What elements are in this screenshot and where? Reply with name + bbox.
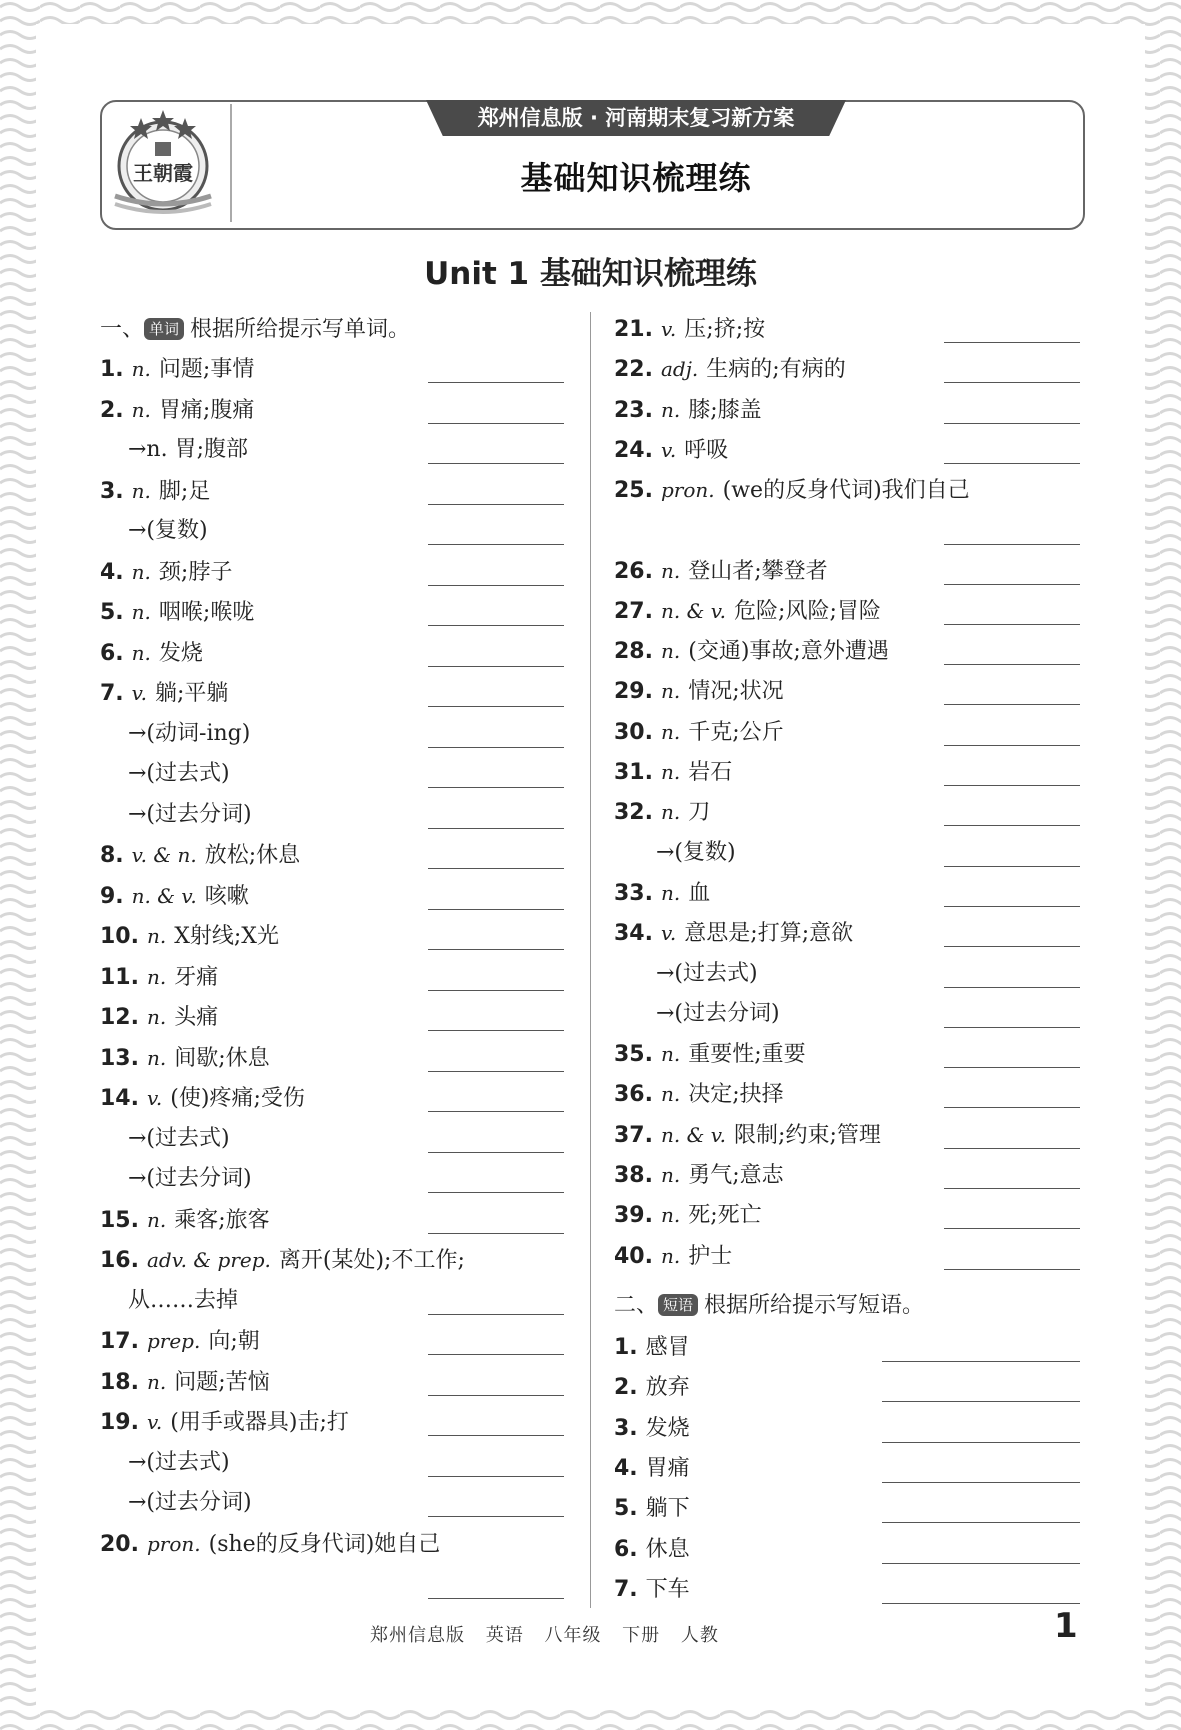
item-hint: →(复数): [656, 839, 736, 865]
phrase-hint: 休息: [645, 1536, 690, 1562]
item-hint: →(过去式): [656, 960, 758, 986]
section2-prefix: 二、: [614, 1293, 659, 1318]
item-hint: →n. 胃;腹部: [128, 437, 249, 462]
item-row: [100, 673, 228, 713]
answer-blank[interactable]: [944, 382, 1080, 383]
section2-instruction: 根据所给提示写短语。: [704, 1293, 925, 1318]
item-number: 5.: [100, 600, 124, 625]
part-of-speech: n.: [660, 1163, 681, 1187]
item-hint: 从……去掉: [128, 1287, 239, 1313]
item-hint: →(过去分词): [128, 1490, 252, 1515]
item-number: 20.: [100, 1531, 139, 1557]
section2-heading: [614, 1288, 924, 1324]
item-hint: 岩石: [688, 760, 733, 785]
item-row: [100, 835, 300, 875]
item-row: [100, 592, 254, 632]
answer-blank[interactable]: [944, 544, 1080, 545]
item-row: [614, 913, 853, 953]
part-of-speech: pron.: [146, 1531, 201, 1556]
item-hint: →(动词-ing): [128, 720, 251, 746]
phrase-number: 2.: [614, 1375, 638, 1401]
item-hint: 决定;抉择: [688, 1082, 784, 1108]
part-of-speech: pron.: [660, 478, 715, 503]
phrase-row: [614, 1530, 690, 1570]
item-row: [100, 1402, 349, 1442]
part-of-speech: n.: [660, 679, 681, 704]
item-row: [128, 714, 250, 754]
item-row: [100, 633, 203, 673]
answer-blank[interactable]: [882, 1482, 1080, 1483]
answer-blank[interactable]: [428, 1233, 564, 1234]
item-row: [100, 1362, 270, 1402]
part-of-speech: v.: [146, 1410, 163, 1434]
phrase-hint: 放弃: [645, 1375, 690, 1401]
answer-blank[interactable]: [882, 1401, 1080, 1402]
answer-blank[interactable]: [944, 342, 1080, 343]
item-hint: →(过去分词): [128, 801, 252, 827]
item-hint: 重要性;重要: [688, 1042, 806, 1068]
item-number: 16.: [100, 1248, 139, 1273]
part-of-speech: n.: [146, 1369, 167, 1394]
item-hint: →(过去式): [128, 1449, 230, 1475]
item-hint: (交通)事故;意外遭遇: [688, 639, 889, 665]
item-hint: 勇气;意志: [688, 1163, 784, 1188]
item-hint: 牙痛: [174, 964, 219, 990]
item-row: [100, 1078, 305, 1118]
item-row: [100, 471, 210, 511]
part-of-speech: n. & v.: [660, 1122, 727, 1147]
item-row: [656, 994, 780, 1034]
item-number: 34.: [614, 921, 653, 947]
answer-blank[interactable]: [882, 1442, 1080, 1443]
answer-blank[interactable]: [428, 1395, 564, 1396]
item-number: 29.: [614, 679, 653, 705]
item-number: 35.: [614, 1042, 653, 1068]
phrase-row: [614, 1328, 690, 1368]
phrase-row: [614, 1570, 690, 1610]
item-hint: (we的反身代词)我们自己: [722, 478, 970, 504]
item-row: [614, 712, 784, 752]
part-of-speech: adv. & prep.: [146, 1248, 271, 1272]
phrase-row: [614, 1409, 690, 1449]
part-of-speech: v.: [660, 317, 677, 341]
item-number: 14.: [100, 1086, 139, 1111]
item-row: [100, 1524, 440, 1564]
item-hint: →(过去分词): [656, 1000, 780, 1026]
part-of-speech: n.: [660, 639, 681, 664]
part-of-speech: n.: [131, 600, 151, 624]
item-hint: 问题;苦恼: [174, 1369, 270, 1395]
item-hint: 问题;事情: [158, 357, 255, 382]
part-of-speech: n.: [146, 924, 167, 948]
answer-blank[interactable]: [944, 745, 1080, 746]
answer-blank[interactable]: [944, 463, 1080, 464]
part-of-speech: n. & v.: [660, 598, 727, 623]
answer-blank[interactable]: [428, 1030, 564, 1031]
item-row: [128, 430, 248, 470]
item-hint: 膝;膝盖: [688, 397, 762, 423]
item-number: 13.: [100, 1045, 139, 1071]
item-hint: 咳嗽: [204, 883, 249, 909]
item-row: [614, 792, 710, 832]
part-of-speech: v.: [660, 437, 677, 462]
item-hint: 躺;平躺: [154, 681, 229, 706]
part-of-speech: n.: [660, 760, 681, 784]
answer-blank[interactable]: [944, 906, 1080, 907]
item-row: [100, 349, 254, 389]
answer-blank[interactable]: [944, 1148, 1080, 1149]
item-hint: 脚;足: [158, 478, 211, 504]
item-number: 28.: [614, 639, 653, 665]
section1-instruction: 根据所给提示写单词。: [190, 317, 411, 342]
answer-blank[interactable]: [428, 1354, 564, 1355]
part-of-speech: n.: [146, 1045, 167, 1070]
answer-blank[interactable]: [944, 704, 1080, 705]
item-row: [614, 470, 970, 510]
item-row: [614, 591, 881, 631]
answer-blank[interactable]: [944, 1269, 1080, 1270]
part-of-speech: v.: [146, 1086, 163, 1110]
answer-blank[interactable]: [944, 1067, 1080, 1068]
item-hint: →(过去式): [128, 1125, 230, 1151]
section1-heading: [100, 312, 410, 348]
item-row: [100, 876, 249, 916]
phrase-number: 6.: [614, 1536, 638, 1562]
answer-blank[interactable]: [944, 1188, 1080, 1189]
item-row: [614, 349, 846, 389]
answer-blank[interactable]: [428, 666, 564, 667]
answer-blank[interactable]: [428, 1111, 564, 1112]
item-row: [614, 1034, 806, 1074]
answer-blank[interactable]: [428, 463, 564, 464]
phrase-hint: 感冒: [645, 1335, 690, 1360]
page-number: 1: [1054, 1606, 1078, 1646]
item-hint: 发烧: [158, 640, 203, 666]
item-number: 4.: [100, 559, 124, 585]
item-number: 17.: [100, 1329, 139, 1354]
answer-blank[interactable]: [428, 949, 564, 950]
item-number: 18.: [100, 1369, 139, 1395]
answer-blank[interactable]: [428, 585, 564, 586]
item-hint: →(过去分词): [128, 1166, 252, 1191]
answer-blank[interactable]: [428, 423, 564, 424]
phrase-row: [614, 1449, 690, 1489]
answer-blank[interactable]: [882, 1563, 1080, 1564]
item-number: 32.: [614, 800, 653, 826]
item-row: [128, 1443, 230, 1483]
answer-blank[interactable]: [428, 1192, 564, 1193]
part-of-speech: n.: [660, 719, 681, 744]
item-number: 3.: [100, 478, 124, 504]
item-number: 19.: [100, 1410, 139, 1435]
answer-blank[interactable]: [428, 1476, 564, 1477]
item-number: 15.: [100, 1207, 139, 1233]
item-hint: 刀: [688, 800, 711, 826]
part-of-speech: n.: [131, 397, 151, 422]
item-hint: →(复数): [128, 518, 208, 543]
svg-text:王朝霞: 王朝霞: [133, 161, 193, 185]
answer-blank[interactable]: [944, 866, 1080, 867]
item-row: [614, 551, 828, 591]
answer-blank[interactable]: [428, 706, 564, 707]
answer-blank[interactable]: [944, 825, 1080, 826]
part-of-speech: n.: [146, 964, 167, 989]
item-number: 26.: [614, 558, 653, 584]
item-number: 7.: [100, 681, 124, 706]
item-hint: (用手或器具)击;打: [170, 1410, 349, 1435]
phrase-row: [614, 1368, 690, 1408]
item-row: [614, 309, 765, 349]
part-of-speech: adj.: [660, 357, 699, 382]
part-of-speech: n.: [660, 1203, 681, 1228]
item-row: [128, 511, 208, 551]
item-hint: 登山者;攀登者: [688, 558, 828, 584]
item-row: [128, 1483, 252, 1523]
item-row: [614, 631, 889, 671]
answer-blank[interactable]: [882, 1603, 1080, 1604]
item-row: [128, 795, 252, 835]
answer-blank[interactable]: [428, 1435, 564, 1436]
part-of-speech: n. & v.: [131, 883, 197, 908]
answer-blank[interactable]: [944, 1228, 1080, 1229]
item-row: [100, 1038, 270, 1078]
item-number: 22.: [614, 357, 653, 383]
item-hint: 死;死亡: [688, 1203, 762, 1229]
part-of-speech: v. & n.: [131, 843, 197, 867]
item-hint: (she的反身代词)她自己: [208, 1531, 441, 1557]
item-number: 6.: [100, 640, 124, 666]
part-of-speech: n.: [131, 478, 151, 503]
section1-tag: 单词: [144, 318, 184, 340]
item-row: [100, 1200, 270, 1240]
item-row: [656, 833, 736, 873]
part-of-speech: n.: [131, 357, 151, 381]
phrase-hint: 发烧: [645, 1415, 690, 1441]
answer-blank[interactable]: [428, 504, 564, 505]
item-number: 10.: [100, 924, 139, 949]
item-hint: 意思是;打算;意欲: [684, 921, 854, 947]
item-row: [128, 1159, 252, 1199]
item-hint: 离开(某处);不工作;: [278, 1248, 465, 1273]
item-hint: (使)疼痛;受伤: [170, 1086, 305, 1111]
item-number: 31.: [614, 760, 653, 785]
item-row: [614, 1236, 732, 1276]
answer-blank[interactable]: [428, 828, 564, 829]
answer-blank[interactable]: [428, 1598, 564, 1599]
answer-blank[interactable]: [944, 664, 1080, 665]
header-banner: 郑州信息版 · 河南期末复习新方案: [477, 106, 795, 130]
answer-blank[interactable]: [428, 1152, 564, 1153]
item-row: [100, 1240, 465, 1280]
part-of-speech: n.: [660, 1042, 681, 1067]
item-number: 11.: [100, 964, 139, 990]
part-of-speech: n.: [660, 880, 681, 905]
phrase-hint: 躺下: [645, 1496, 690, 1522]
answer-blank[interactable]: [944, 1107, 1080, 1108]
part-of-speech: prep.: [146, 1329, 201, 1353]
item-number: 25.: [614, 478, 653, 504]
answer-blank[interactable]: [428, 625, 564, 626]
item-hint: 向;朝: [208, 1329, 260, 1354]
part-of-speech: n.: [146, 1005, 167, 1029]
answer-blank[interactable]: [944, 987, 1080, 988]
item-number: 37.: [614, 1122, 653, 1148]
part-of-speech: n.: [131, 559, 151, 584]
item-number: 33.: [614, 880, 653, 906]
item-row: [614, 1155, 784, 1195]
item-number: 1.: [100, 357, 124, 382]
item-number: 2.: [100, 397, 124, 423]
item-hint: 颈;脖子: [158, 559, 233, 585]
part-of-speech: n.: [660, 1082, 681, 1107]
item-hint: 头痛: [174, 1005, 219, 1030]
item-number: 39.: [614, 1203, 653, 1229]
item-hint: 呼吸: [684, 437, 729, 463]
answer-blank[interactable]: [428, 990, 564, 991]
item-row: [614, 1074, 784, 1114]
phrase-number: 7.: [614, 1576, 638, 1602]
item-number: 23.: [614, 397, 653, 423]
item-row: [656, 954, 758, 994]
phrase-number: 1.: [614, 1335, 638, 1360]
part-of-speech: n.: [660, 800, 681, 825]
answer-blank[interactable]: [944, 1027, 1080, 1028]
answer-blank[interactable]: [944, 785, 1080, 786]
part-of-speech: n.: [660, 558, 681, 583]
answer-blank[interactable]: [944, 624, 1080, 625]
answer-blank[interactable]: [428, 747, 564, 748]
item-hint: 生病的;有病的: [706, 357, 846, 383]
item-hint: →(过去式): [128, 761, 230, 786]
part-of-speech: n.: [660, 397, 681, 422]
phrase-hint: 下车: [645, 1576, 690, 1602]
header-title: 基础知识梳理练: [520, 159, 752, 197]
item-row: [100, 957, 218, 997]
item-number: 27.: [614, 598, 653, 624]
answer-blank[interactable]: [944, 423, 1080, 424]
part-of-speech: v.: [131, 681, 147, 705]
item-row: [614, 671, 784, 711]
item-hint: 咽喉;喉咙: [158, 600, 255, 625]
item-hint: 间歇;休息: [174, 1045, 270, 1071]
item-hint: 护士: [688, 1243, 733, 1269]
section1-prefix: 一、: [100, 317, 145, 342]
part-of-speech: v.: [660, 921, 677, 946]
item-number: 12.: [100, 1005, 139, 1030]
item-hint: 放松;休息: [204, 843, 301, 868]
item-hint: 血: [688, 880, 711, 906]
section2-tag: 短语: [658, 1294, 698, 1316]
part-of-speech: n.: [660, 1243, 681, 1268]
item-hint: 压;挤;按: [684, 317, 766, 342]
answer-blank[interactable]: [428, 1314, 564, 1315]
item-row: [128, 1281, 238, 1321]
item-row: [614, 752, 732, 792]
answer-blank[interactable]: [428, 909, 564, 910]
phrase-hint: 胃痛: [645, 1455, 690, 1481]
answer-blank[interactable]: [428, 1071, 564, 1072]
item-number: 36.: [614, 1082, 653, 1108]
phrase-row: [614, 1489, 690, 1529]
unit-title: Unit 1 基础知识梳理练: [424, 256, 757, 292]
item-row: [100, 1321, 260, 1361]
item-hint: 危险;风险;冒险: [734, 598, 881, 624]
part-of-speech: n.: [146, 1207, 167, 1232]
item-number: 40.: [614, 1243, 653, 1269]
footer-text: 郑州信息版 英语 八年级 下册 人教: [370, 1625, 719, 1646]
item-row: [100, 916, 279, 956]
answer-blank[interactable]: [428, 544, 564, 545]
phrase-number: 3.: [614, 1415, 638, 1441]
item-number: 8.: [100, 843, 124, 868]
item-hint: 胃痛;腹痛: [158, 397, 255, 423]
item-hint: 情况;状况: [688, 679, 784, 705]
item-number: 30.: [614, 719, 653, 745]
publisher-logo: [103, 104, 223, 222]
answer-blank[interactable]: [428, 787, 564, 788]
answer-blank[interactable]: [882, 1361, 1080, 1362]
item-row: [100, 997, 218, 1037]
answer-blank[interactable]: [428, 382, 564, 383]
item-hint: X射线;X光: [174, 924, 279, 949]
part-of-speech: n.: [131, 640, 151, 665]
answer-blank[interactable]: [428, 1516, 564, 1517]
column-divider: [590, 312, 591, 1608]
item-number: 38.: [614, 1163, 653, 1188]
phrase-number: 5.: [614, 1496, 638, 1522]
item-row: [100, 552, 232, 592]
item-hint: 乘客;旅客: [174, 1207, 270, 1233]
item-row: [614, 1115, 881, 1155]
answer-blank[interactable]: [882, 1522, 1080, 1523]
item-number: 24.: [614, 437, 653, 463]
item-hint: 限制;约束;管理: [734, 1122, 881, 1148]
item-number: 21.: [614, 317, 653, 342]
item-hint: 千克;公斤: [688, 719, 784, 745]
header-divider: [230, 104, 232, 222]
item-row: [614, 430, 728, 470]
item-row: [614, 390, 762, 430]
answer-blank[interactable]: [944, 584, 1080, 585]
phrase-number: 4.: [614, 1455, 638, 1481]
item-row: [128, 754, 230, 794]
item-row: [128, 1119, 230, 1159]
item-row: [614, 873, 710, 913]
answer-blank[interactable]: [428, 868, 564, 869]
item-number: 9.: [100, 883, 124, 909]
item-row: [100, 390, 254, 430]
item-row: [614, 1195, 762, 1235]
answer-blank[interactable]: [944, 946, 1080, 947]
